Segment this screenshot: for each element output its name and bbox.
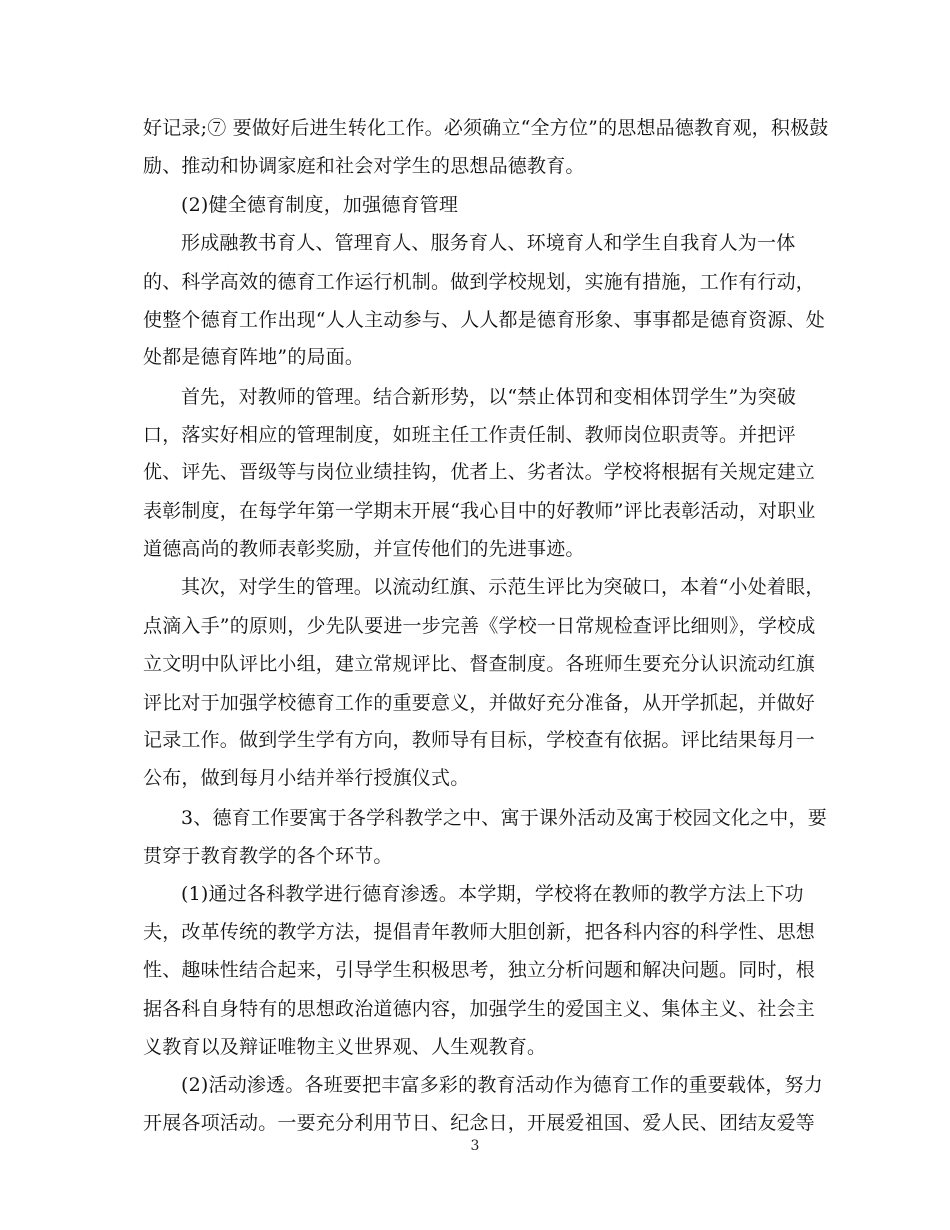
body-text-line: 据各科自身特有的思想政治道德内容，加强学生的爱国主义、集体主义、社会主: [143, 998, 816, 1020]
body-text-line: 形成融教书育人、管理育人、服务育人、环境育人和学生自我育人为一体: [181, 232, 796, 254]
section-heading: 3、德育工作要寓于各学科教学之中、寓于课外活动及寓于校园文化之中，要: [181, 807, 827, 829]
section-heading: (1)通过各科教学进行德育渗透。本学期，学校将在教师的教学方法上下功: [181, 883, 804, 905]
body-text-line: 使整个德育工作出现“人人主动参与、人人都是德育形象、事事都是德育资源、处: [143, 309, 825, 331]
body-text-line: 点滴入手”的原则，少先队要进一步完善《学校一日常规检查评比细则》，学校成: [143, 615, 816, 637]
body-text-line: 好记录;⑦ 要做好后进生转化工作。必须确立“全方位”的思想品德教育观，积极鼓: [143, 117, 829, 139]
body-text-line: 义教育以及辩证唯物主义世界观、人生观教育。: [143, 1036, 547, 1058]
section-heading: (2)健全德育制度，加强德育管理: [181, 194, 459, 216]
section-heading: (2)活动渗透。各班要把丰富多彩的教育活动作为德育工作的重要载体，努力: [181, 1074, 823, 1096]
body-text-line: 道德高尚的教师表彰奖励，并宣传他们的先进事迹。: [143, 538, 585, 560]
body-text-line: 口，落实好相应的管理制度，如班主任工作责任制、教师岗位职责等。并把评: [143, 424, 796, 446]
page-number: 3: [470, 1138, 480, 1154]
body-text-line: 的、科学高效的德育工作运行机制。做到学校规划，实施有措施，工作有行动，: [143, 271, 816, 293]
body-text-line: 处都是德育阵地”的局面。: [143, 346, 365, 368]
body-text-line: 其次，对学生的管理。以流动红旗、示范生评比为突破口，本着“小处着眼，: [181, 576, 825, 598]
body-text-line: 夫，改革传统的教学方法，提倡青年教师大胆创新，把各科内容的科学性、思想: [143, 921, 816, 943]
body-text-line: 首先，对教师的管理。结合新形势，以“禁止体罚和变相体罚学生”为突破: [181, 386, 797, 408]
body-text-line: 励、推动和协调家庭和社会对学生的思想品德教育。: [143, 155, 585, 177]
body-text-line: 表彰制度，在每学年第一学期末开展“我心目中的好教师”评比表彰活动，对职业: [143, 500, 816, 522]
body-text-line: 性、趣味性结合起来，引导学生积极思考，独立分析问题和解决问题。同时，根: [143, 959, 816, 981]
body-text-line: 公布，做到每月小结并举行授旗仪式。: [143, 767, 470, 789]
body-text-line: 开展各项活动。一要充分利用节日、纪念日，开展爱祖国、爱人民、团结友爱等: [143, 1112, 816, 1134]
body-text-line: 记录工作。做到学生学有方向，教师导有目标，学校查有依据。评比结果每月一: [143, 729, 816, 751]
body-text-line: 立文明中队评比小组，建立常规评比、督查制度。各班师生要充分认识流动红旗: [143, 653, 816, 675]
body-text-line: 评比对于加强学校德育工作的重要意义，并做好充分准备，从开学抓起，并做好: [143, 692, 816, 714]
body-text-line: 优、评先、晋级等与岗位业绩挂钩，优者上、劣者汰。学校将根据有关规定建立: [143, 461, 816, 483]
body-text-line: 贯穿于教育教学的各个环节。: [143, 845, 393, 867]
